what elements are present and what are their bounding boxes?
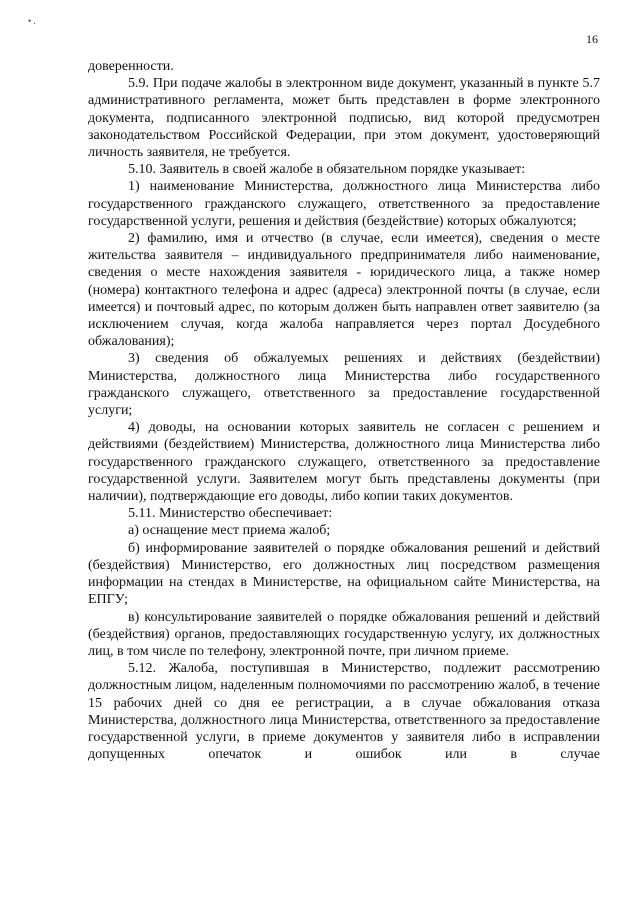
- page-number: 16: [586, 32, 598, 46]
- paragraph-5-12: 5.12. Жалоба, поступившая в Министерство, подлежит рассмотрению должностным лицом, наделенным полномочиями по рассмотрению жалоб, в течение 15 рабочих дней со дня ее регистрации, а в случае обжалования отказа Министерства, должностного лица Министерства, ответственного за предоставление государственной услуги, в приеме документов у заявителя либо в исправлении допущенных опечаток и ошибок или в случае: [88, 661, 600, 763]
- paragraph-5-10-item-4: 4) доводы, на основании которых заявитель не согласен с решением и действиями (бездействием) Министерства, должностного лица Министерства либо государственного гражданского служащего, ответственного за предоставление государственной услуги. Заявителем могут быть представлены документы (при наличии), подтверждающие его доводы, либо копии таких документов.: [88, 420, 600, 505]
- paragraph-5-9: 5.9. При подаче жалобы в электронном виде документ, указанный в пункте 5.7 административного регламента, может быть представлен в форме электронного документа, подписанного электронной подписью, вид которой предусмотрен законодательством Российской Федерации, при этом документ, удостоверяющий личность заявителя, не требуется.: [88, 76, 600, 161]
- paragraph-5-11-item-b: б) информирование заявителей о порядке обжалования решений и действий (бездействия) Министерство, его должностных лиц посредством размещения информации на стендах в Министерстве, на официальном сайте Министерства, на ЕПГУ;: [88, 540, 600, 608]
- paragraph-0: доверенности.: [88, 59, 174, 74]
- paragraph-5-10: 5.10. Заявитель в своей жалобе в обязательном порядке указывает:: [128, 162, 526, 178]
- paragraph-5-10-item-3: 3) сведения об обжалуемых решениях и действиях (бездействии) Министерства, должностного лица Министерства либо государственного гражданского служащего, ответственного за предоставление государственной услуги;: [88, 351, 600, 419]
- paragraph-5-10-item-2: 2) фамилию, имя и отчество (в случае, если имеется), сведения о месте жительства заявителя – индивидуального предпринимателя либо наименование, сведения о месте нахождения заявителя - юридического лица, а также номер (номера) контактного телефона и адрес (адреса) электронной почты (в случае, если имеется) и почтовый адрес, по которым должен быть направлен ответ заявителю (за исключением случая, когда жалоба направляется через портал Досудебного обжалования);: [88, 231, 600, 350]
- document-body: [88, 58, 600, 763]
- corner-mark: • .: [28, 16, 36, 26]
- paragraph-5-11: 5.11. Министерство обеспечивает:: [128, 506, 333, 522]
- paragraph-5-11-item-a: а) оснащение мест приема жалоб;: [128, 523, 331, 539]
- paragraph-5-11-item-v: в) консультирование заявителей о порядке обжалования решений и действий (бездействия) органов, предоставляющих государственную услугу, их должностных лиц, в том числе по телефону, электронной почте, при личном приеме.: [88, 609, 600, 659]
- paragraph-5-10-item-1: 1) наименование Министерства, должностного лица Министерства либо государственного гражданского служащего, ответственного за предоставление государственной услуги, решения и действия (бездействие) которых обжалуются;: [88, 179, 600, 229]
